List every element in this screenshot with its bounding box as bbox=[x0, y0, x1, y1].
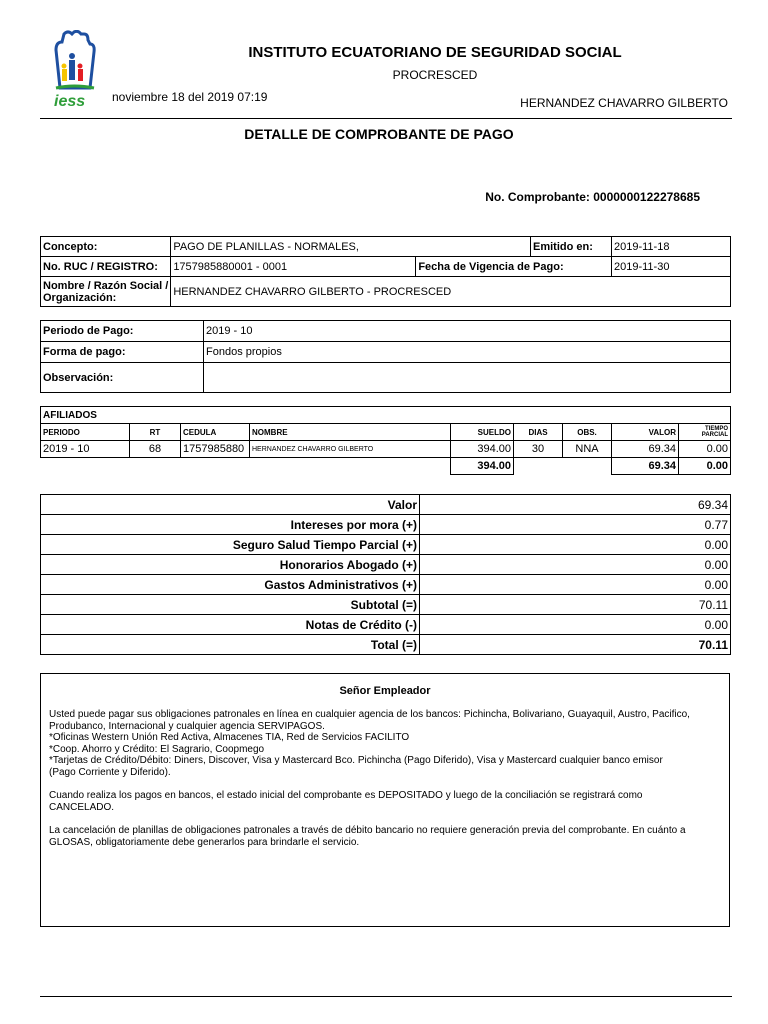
forma-value: Fondos propios bbox=[204, 342, 731, 363]
notice-p1-line: Usted puede pagar sus obligaciones patronales en línea en cualquier agencia de los bancos: Pichincha, Bolivariano, Guayaquil, Austro, Pacifico, bbox=[49, 709, 690, 720]
notice-p1-line: (Pago Corriente y Diferido). bbox=[49, 766, 171, 778]
row-nombre: HERNANDEZ CHAVARRO GILBERTO bbox=[250, 441, 451, 458]
col-dias: DIAS bbox=[514, 424, 563, 441]
header-divider bbox=[40, 118, 732, 119]
notice-p3-line: La cancelación de planillas de obligaciones patronales a través de débito bancario no requiere generación previa del comprobante. En cuánto a bbox=[49, 825, 686, 836]
summary-label-subtotal: Subtotal (=) bbox=[41, 595, 420, 615]
concepto-label: Concepto: bbox=[41, 237, 171, 257]
info-table bbox=[40, 236, 731, 307]
summary-label-notas: Notas de Crédito (-) bbox=[41, 615, 420, 635]
notice-p1-line: *Coop. Ahorro y Crédito: El Sagrario, Coopmego bbox=[49, 743, 265, 755]
summary-value-gastos: 0.00 bbox=[420, 575, 731, 595]
col-sueldo: SUELDO bbox=[451, 424, 514, 441]
notice-p1-line: *Oficinas Western Unión Red Activa, Almacenes TIA, Red de Servicios FACILITO bbox=[49, 732, 410, 743]
vigencia-value: 2019-11-30 bbox=[612, 257, 731, 277]
row-cedula: 1757985880 bbox=[181, 441, 250, 458]
nombre-label-line1: Nombre / Razón Social / bbox=[43, 279, 169, 292]
payment-table bbox=[40, 320, 731, 393]
col-valor: VALOR bbox=[612, 424, 679, 441]
col-tiempo-parcial: TIEMPO PARCIAL bbox=[679, 424, 731, 441]
summary-label-gastos: Gastos Administrativos (+) bbox=[41, 575, 420, 595]
summary-label-intereses: Intereses por mora (+) bbox=[41, 515, 420, 535]
row-sueldo: 394.00 bbox=[451, 441, 514, 458]
notice-p1-line: Produbanco, Internacional y cualquier agencia SERVIPAGOS. bbox=[49, 720, 325, 732]
row-dias: 30 bbox=[514, 441, 563, 458]
emitido-value: 2019-11-18 bbox=[612, 237, 731, 257]
emitido-label: Emitido en: bbox=[531, 237, 612, 257]
total-sueldo: 394.00 bbox=[451, 458, 514, 475]
col-rt: RT bbox=[130, 424, 181, 441]
nombre-label-line2: Organización: bbox=[43, 291, 117, 304]
col-periodo: PERIODO bbox=[41, 424, 130, 441]
vigencia-label: Fecha de Vigencia de Pago: bbox=[416, 257, 612, 277]
notice-heading: Señor Empleador bbox=[339, 685, 431, 697]
row-valor: 69.34 bbox=[612, 441, 679, 458]
ruc-label: No. RUC / REGISTRO: bbox=[41, 257, 171, 277]
observacion-label: Observación: bbox=[41, 363, 204, 393]
summary-value-valor: 69.34 bbox=[420, 495, 731, 515]
afiliados-title: AFILIADOS bbox=[41, 407, 731, 424]
summary-value-seguro: 0.00 bbox=[420, 535, 731, 555]
page-title: DETALLE DE COMPROBANTE DE PAGO bbox=[244, 126, 514, 142]
institution-name: INSTITUTO ECUATORIANO DE SEGURIDAD SOCIAL bbox=[248, 44, 622, 61]
summary-label-seguro: Seguro Salud Tiempo Parcial (+) bbox=[41, 535, 420, 555]
row-obs: NNA bbox=[563, 441, 612, 458]
total-valor: 69.34 bbox=[612, 458, 679, 475]
summary-label-total: Total (=) bbox=[41, 635, 420, 655]
col-nombre: NOMBRE bbox=[250, 424, 451, 441]
notice-paragraph-2 bbox=[49, 790, 721, 813]
total-parcial: 0.00 bbox=[679, 458, 731, 475]
summary-value-total: 70.11 bbox=[420, 635, 731, 655]
concepto-value: PAGO DE PLANILLAS - NORMALES, bbox=[171, 237, 531, 257]
summary-value-subtotal: 70.11 bbox=[420, 595, 731, 615]
notice-p1-line: *Tarjetas de Crédito/Débito: Diners, Discover, Visa y Mastercard Bco. Pichincha (Pago Diferido), Visa y Mastercard cualquier banco emisor bbox=[49, 755, 663, 766]
employer-notice bbox=[40, 673, 730, 927]
summary-value-honorarios: 0.00 bbox=[420, 555, 731, 575]
comprobante-value: 0000000122278685 bbox=[593, 190, 700, 204]
notice-paragraph-3 bbox=[49, 825, 721, 848]
observacion-value bbox=[204, 363, 731, 393]
col-obs: OBS. bbox=[563, 424, 612, 441]
summary-value-notas: 0.00 bbox=[420, 615, 731, 635]
notice-p2-line: Cuando realiza los pagos en bancos, el estado inicial del comprobante es DEPOSITADO y luego de la conciliación se registrará como bbox=[49, 790, 643, 801]
comprobante-label: No. Comprobante: bbox=[485, 190, 590, 204]
col-cedula: CEDULA bbox=[181, 424, 250, 441]
periodo-value: 2019 - 10 bbox=[204, 321, 731, 342]
afiliados-table bbox=[40, 406, 731, 475]
institution-subtitle: PROCRESCED bbox=[392, 68, 478, 82]
row-periodo: 2019 - 10 bbox=[41, 441, 130, 458]
forma-label: Forma de pago: bbox=[41, 342, 204, 363]
notice-p3-line: GLOSAS, obligatoriamente debe generarlos para brindarle el servicio. bbox=[49, 836, 360, 848]
table-row bbox=[41, 441, 731, 458]
row-rt: 68 bbox=[130, 441, 181, 458]
summary-label-honorarios: Honorarios Abogado (+) bbox=[41, 555, 420, 575]
summary-label-valor: Valor bbox=[41, 495, 420, 515]
header-user-name: HERNANDEZ CHAVARRO GILBERTO bbox=[520, 96, 728, 110]
periodo-label: Periodo de Pago: bbox=[41, 321, 204, 342]
nombre-label bbox=[41, 277, 171, 307]
summary-table bbox=[40, 494, 731, 655]
footer-divider bbox=[40, 996, 732, 997]
notice-p2-line: CANCELADO. bbox=[49, 801, 115, 813]
comprobante-number bbox=[485, 190, 700, 204]
row-parcial: 0.00 bbox=[679, 441, 731, 458]
ruc-value: 1757985880001 - 0001 bbox=[171, 257, 416, 277]
nombre-value: HERNANDEZ CHAVARRO GILBERTO - PROCRESCED bbox=[171, 277, 731, 307]
notice-paragraph-1 bbox=[49, 709, 721, 778]
svg-text:iess: iess bbox=[54, 93, 86, 110]
summary-value-intereses: 0.77 bbox=[420, 515, 731, 535]
issue-datetime: noviembre 18 del 2019 07:19 bbox=[112, 90, 268, 104]
